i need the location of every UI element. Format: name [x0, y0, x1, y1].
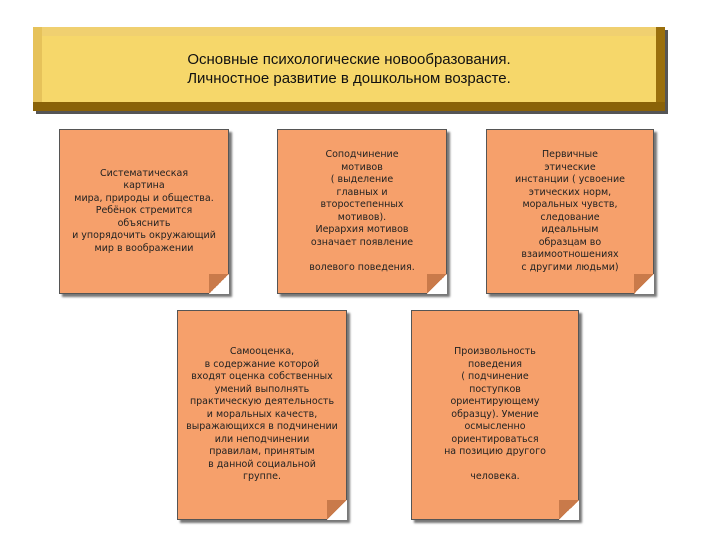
title-frame: [33, 27, 665, 111]
frame-bevel-right: [656, 27, 665, 111]
note-voluntary-behavior-text: Произвольность поведения ( подчинение поступков ориентирующему образцу). Умение осмысленно ориентироваться на позицию другого человека.: [444, 346, 546, 483]
note-ethical-instances-text: Первичные этические инстанции ( усвоение этических норм, моральных чувств, следование идеальным образцам во взаимоотношениях с другими людьми): [514, 149, 626, 273]
frame-bevel-bottom: [33, 102, 665, 111]
frame-bevel-left: [33, 27, 42, 111]
note-self-esteem-text: Самооценка, в содержание которой входят оценка собственных умений выполнять практическую деятельность и моральных качеств, выражающихся в подчинении или неподчинении правилам, принятым в данной социальной группе.: [186, 346, 338, 483]
title-line-2: Личностное развитие в дошкольном возрасте.: [187, 70, 511, 87]
frame-bevel-top: [33, 27, 665, 36]
note-voluntary-behavior: [411, 310, 579, 520]
note-motive-hierarchy-text: Соподчинение мотивов ( выделение главных и второстепенных мотивов). Иерархия мотивов означает появление волевого поведения.: [309, 149, 415, 273]
title-line-1: Основные психологические новообразования.: [187, 51, 511, 68]
title-panel: [42, 36, 656, 102]
note-motive-hierarchy: [277, 129, 447, 294]
note-ethical-instances: [486, 129, 654, 294]
note-worldview: [59, 129, 229, 294]
note-worldview-text: Систематическая картина мира, природы и общества. Ребёнок стремится объяснить и упорядочить окружающий мир в воображении: [72, 167, 216, 254]
note-self-esteem: [177, 310, 347, 520]
